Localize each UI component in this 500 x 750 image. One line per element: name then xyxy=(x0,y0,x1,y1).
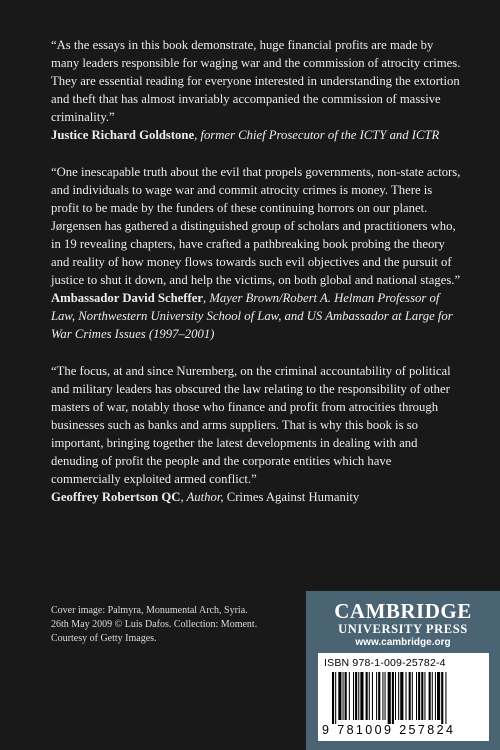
barcode-bar xyxy=(369,672,370,720)
barcode-bar xyxy=(392,672,394,724)
barcode-bar xyxy=(378,672,380,720)
barcode-bar xyxy=(409,672,411,720)
barcode-bar xyxy=(355,672,357,720)
barcode-bar xyxy=(366,672,368,720)
publisher-logo-subtitle: UNIVERSITY PRESS xyxy=(338,622,468,636)
endorsement-2 xyxy=(51,163,461,344)
barcode-bar xyxy=(432,672,433,720)
publisher-logo-name: CAMBRIDGE xyxy=(334,599,472,623)
barcode-bar xyxy=(424,672,425,720)
barcode-digits: 9 781009 257824 xyxy=(322,723,456,737)
barcode-bar xyxy=(418,672,420,720)
barcode-bar xyxy=(343,672,344,720)
endorser-role: , former Chief Prosecutor of the ICTY and ICTR xyxy=(194,128,440,143)
barcode-bar xyxy=(416,672,417,720)
barcode-bar xyxy=(335,672,336,724)
barcode-bar xyxy=(376,672,377,720)
barcode-bar xyxy=(429,672,431,720)
barcode-bar xyxy=(353,672,354,720)
endorsement-1 xyxy=(51,36,461,145)
endorser-name: Justice Richard Goldstone xyxy=(51,128,195,143)
barcode-bar xyxy=(360,672,363,720)
endorser-book-title: Crimes Against Humanity xyxy=(226,490,360,505)
barcode-bar xyxy=(435,672,436,720)
barcode-bar xyxy=(385,672,386,720)
barcode-bar xyxy=(388,672,391,724)
endorsement-3 xyxy=(51,362,461,507)
barcode-bar xyxy=(382,672,383,720)
publisher-block xyxy=(306,591,500,750)
endorsement-attribution xyxy=(51,488,461,506)
endorsement-text: “One inescapable truth about the evil that propels governments, non-state actors, and individuals to wage war and commit atrocity crimes is money. There is profit to be made by the funders of these continuing horrors on our planet. Jørgensen has gathered a distinguished group of scholars and practitioners who, in 19 revealing chapters, have crafted a pathbreaking book probing the theory and reality of how money flows towards such evil objectives and the pursuit of justice to shut it down, and help the victims, on both global and national stages.” xyxy=(51,164,461,288)
endorser-role: , Mayer Brown/Robert A. Helman Professor of Law, Northwestern University School of Law, and US Ambassador at Large for War Crimes Issues (1997–2001) xyxy=(51,291,453,342)
cover-image-credit: Cover image: Palmyra, Monumental Arch, Syria. 26th May 2009 © Luis Dafos. Collection: Moment. Courtesy of Getty Images. xyxy=(51,605,258,644)
endorser-role: , Author, xyxy=(180,490,227,505)
endorser-name: Geoffrey Robertson QC xyxy=(51,490,181,505)
barcode-bar xyxy=(400,672,403,720)
barcode-bar xyxy=(372,672,373,720)
endorsement-text: “The focus, at and since Nuremberg, on the criminal accountability of political and military leaders has obscured the law relating to the responsibility of other masters of war, notably those who finance and profit from atrocities through businesses such as banks and arms suppliers. That is why this book is so important, bringing together the latest developments in dealing with and denuding of profit the people and the corporate entities which have commercially exploited armed conflict.” xyxy=(51,363,451,487)
barcode-bar xyxy=(437,672,440,720)
endorsement-attribution xyxy=(51,289,461,343)
endorser-name: Ambassador David Scheffer xyxy=(51,291,204,306)
barcode-bar xyxy=(349,672,350,720)
barcode-bar xyxy=(441,672,443,724)
endorsements xyxy=(51,36,461,524)
barcode-bar xyxy=(338,672,341,720)
barcode-bar xyxy=(395,672,396,720)
barcode-bar xyxy=(421,672,423,720)
barcode-bar xyxy=(412,672,413,720)
endorsement-text: “As the essays in this book demonstrate, huge financial profits are made by many leaders responsible for waging war and the commission of atrocity crimes. They are essential reading for everyone interested in understanding the extortion and theft that has almost invariably accompanied the commission of massive criminality.” xyxy=(51,38,461,125)
barcode-icon xyxy=(332,672,478,724)
barcode-bar xyxy=(332,672,334,724)
barcode-box xyxy=(318,653,489,741)
endorsement-attribution xyxy=(51,126,461,144)
publisher-url: www.cambridge.org xyxy=(355,637,451,648)
barcode-bar xyxy=(406,672,407,720)
barcode-bar xyxy=(398,672,399,720)
barcode-bar xyxy=(345,672,347,720)
barcode-bar xyxy=(445,672,446,724)
barcode-bar xyxy=(358,672,359,720)
isbn-label: ISBN 978-1-009-25782-4 xyxy=(324,657,446,669)
